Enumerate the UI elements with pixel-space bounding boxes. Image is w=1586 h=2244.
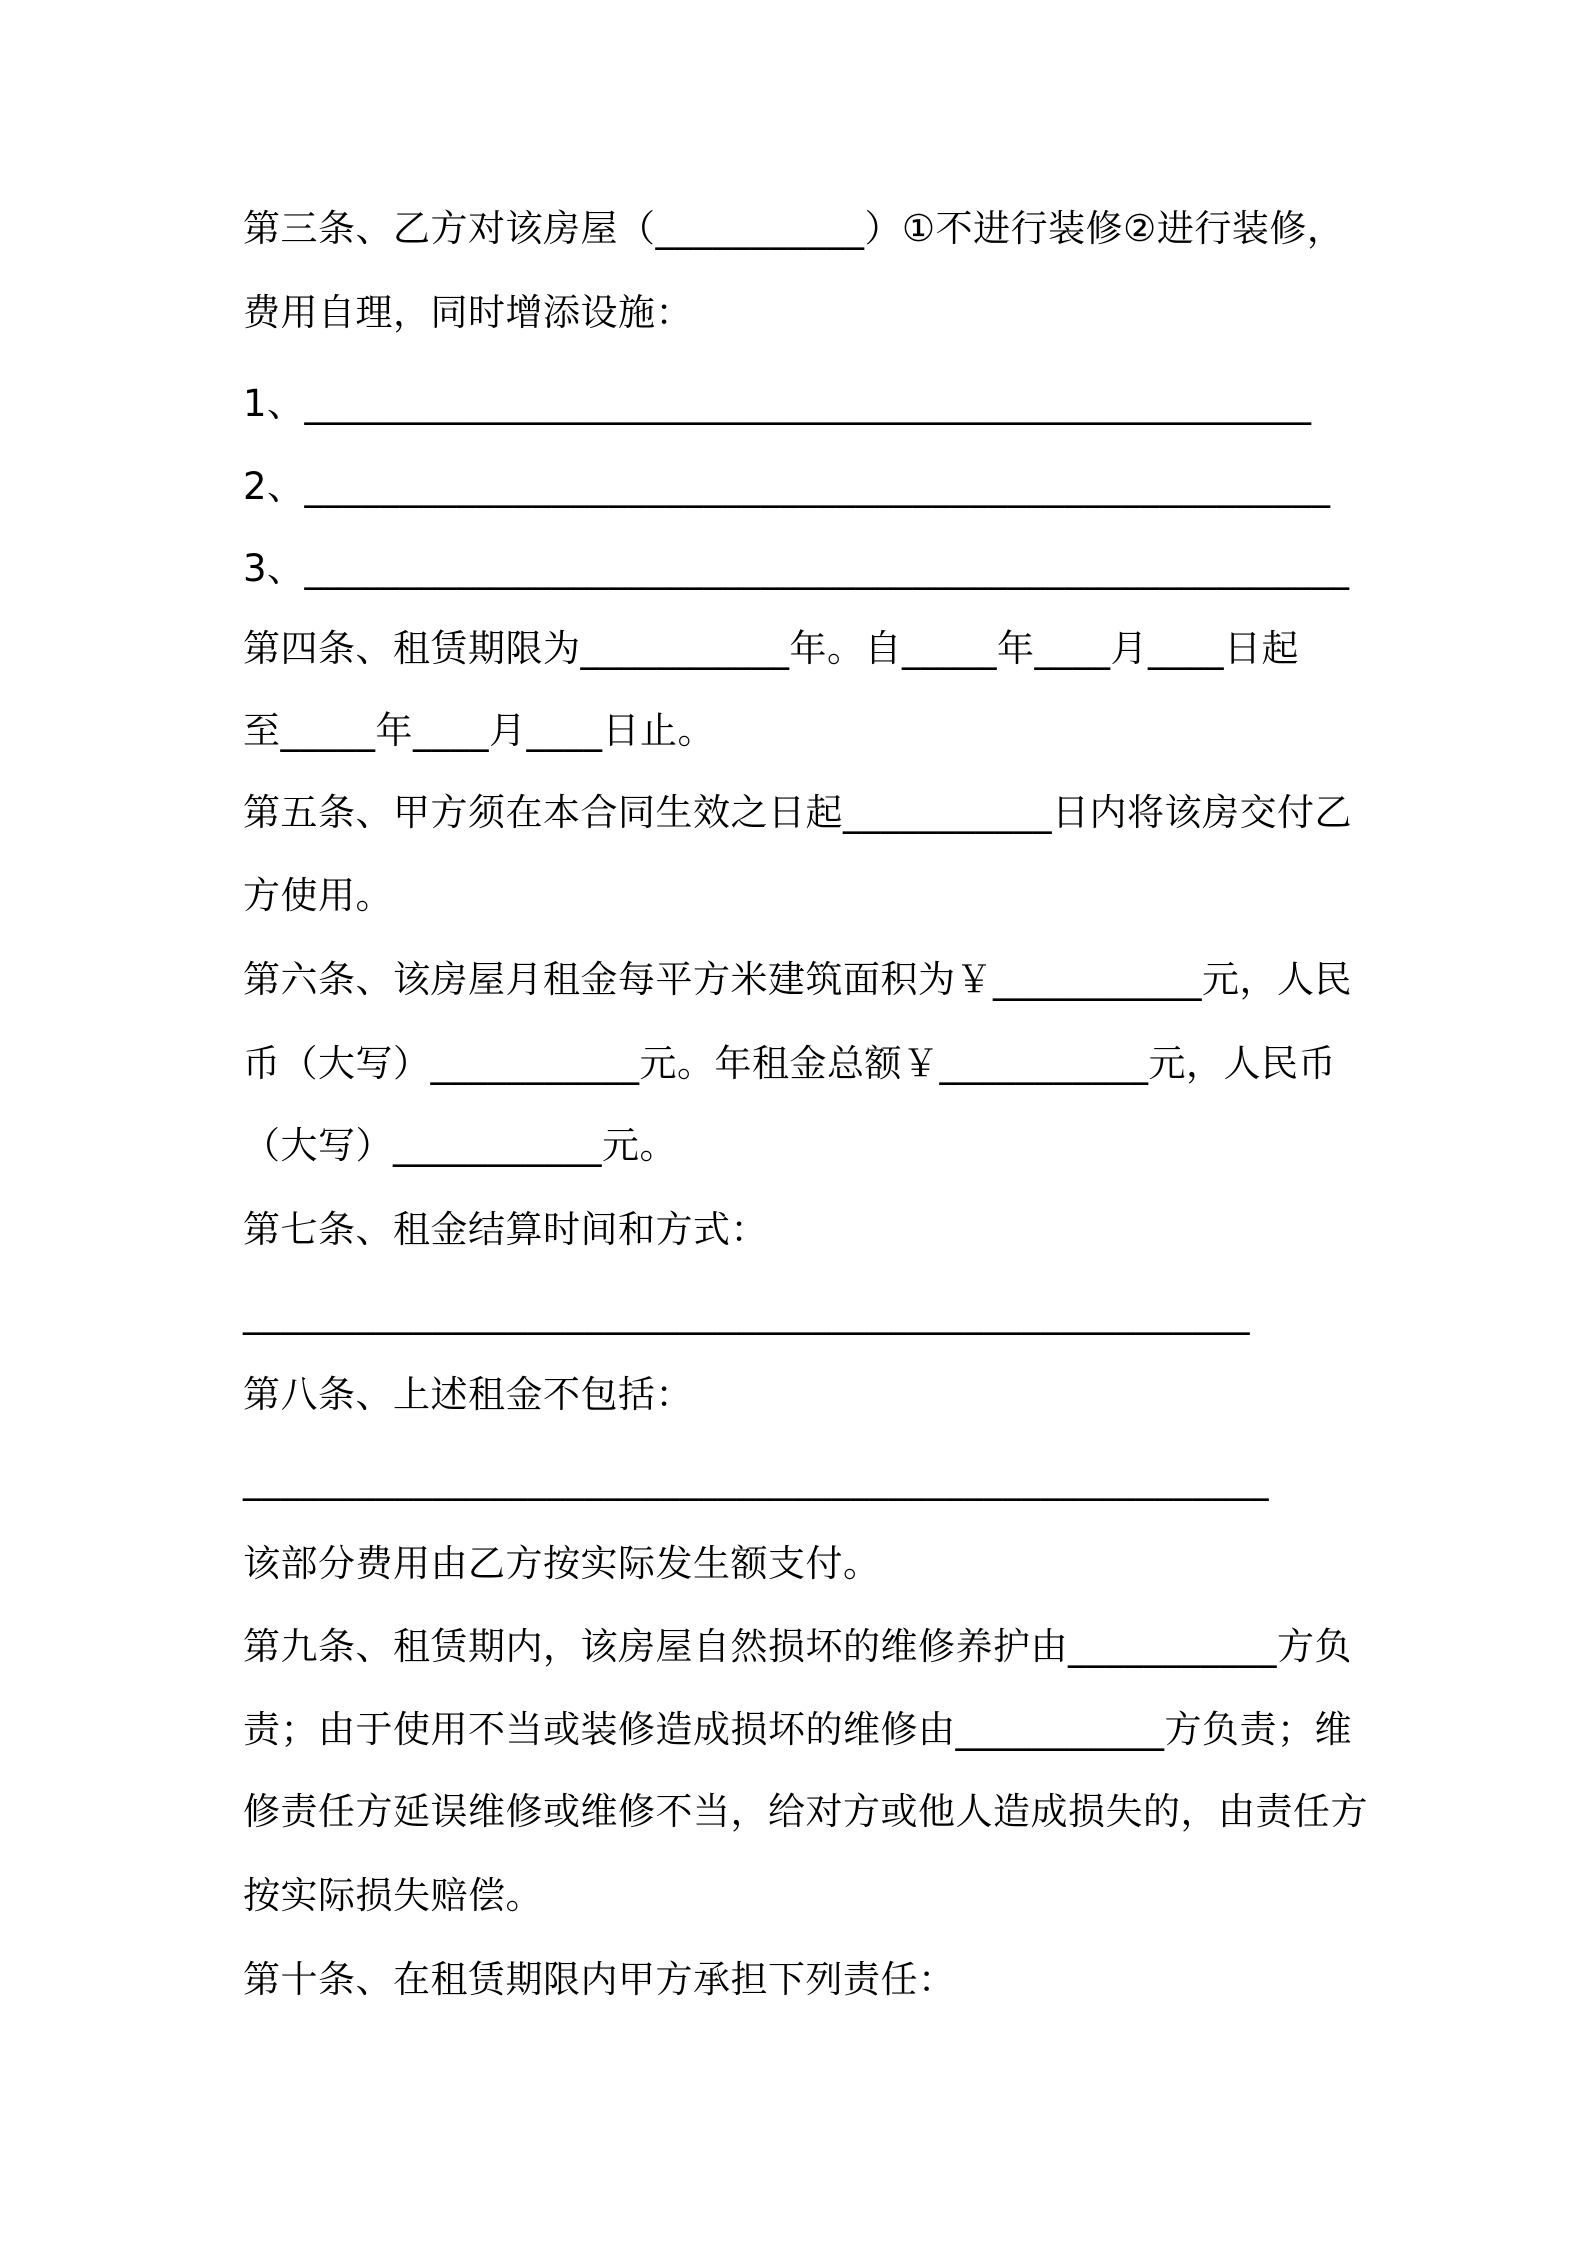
article-9-line-1: 第九条、租赁期内，该房屋自然损坏的维修养护由___________方负 bbox=[243, 1625, 1352, 1668]
article-3-line-1: 第三条、乙方对该房屋（___________）①不进行装修②进行装修， bbox=[243, 207, 1345, 250]
article-3-line-2: 费用自理，同时增添设施： bbox=[243, 291, 693, 334]
article-10-line-1: 第十条、在租赁期限内甲方承担下列责任： bbox=[243, 1958, 956, 2001]
article-8-blank: ______________________________________________________ bbox=[243, 1458, 1269, 1501]
article-8-line-2: 该部分费用由乙方按实际发生额支付。 bbox=[243, 1542, 881, 1585]
article-4-line-1: 第四条、租赁期限为___________年。自_____年____月____日起 bbox=[243, 627, 1299, 670]
facility-item-2: 2、______________________________________________________ bbox=[243, 465, 1331, 508]
article-5-line-1: 第五条、甲方须在本合同生效之日起___________日内将该房交付乙 bbox=[243, 791, 1352, 834]
facility-item-3: 3、_______________________________________________________ bbox=[243, 547, 1350, 590]
facility-item-1: 1、_____________________________________________________ bbox=[243, 382, 1312, 425]
article-9-line-2: 责；由于使用不当或装修造成损坏的维修由___________方负责；维 bbox=[243, 1708, 1352, 1751]
article-8-line-1: 第八条、上述租金不包括： bbox=[243, 1373, 693, 1416]
article-4-line-2: 至_____年____月____日止。 bbox=[243, 709, 715, 752]
article-6-line-2: 币（大写）___________元。年租金总额￥___________元，人民币 bbox=[243, 1042, 1336, 1085]
article-9-line-3: 修责任方延误维修或维修不当，给对方或他人造成损失的，由责任方 bbox=[243, 1790, 1368, 1833]
article-6-line-1: 第六条、该房屋月租金每平方米建筑面积为￥___________元，人民 bbox=[243, 958, 1352, 1001]
article-6-line-3: （大写）___________元。 bbox=[243, 1124, 677, 1167]
article-5-line-2: 方使用。 bbox=[243, 874, 393, 917]
article-7-blank: _____________________________________________________ bbox=[243, 1292, 1250, 1335]
article-9-line-4: 按实际损失赔偿。 bbox=[243, 1874, 543, 1917]
article-7-line-1: 第七条、租金结算时间和方式： bbox=[243, 1208, 768, 1251]
